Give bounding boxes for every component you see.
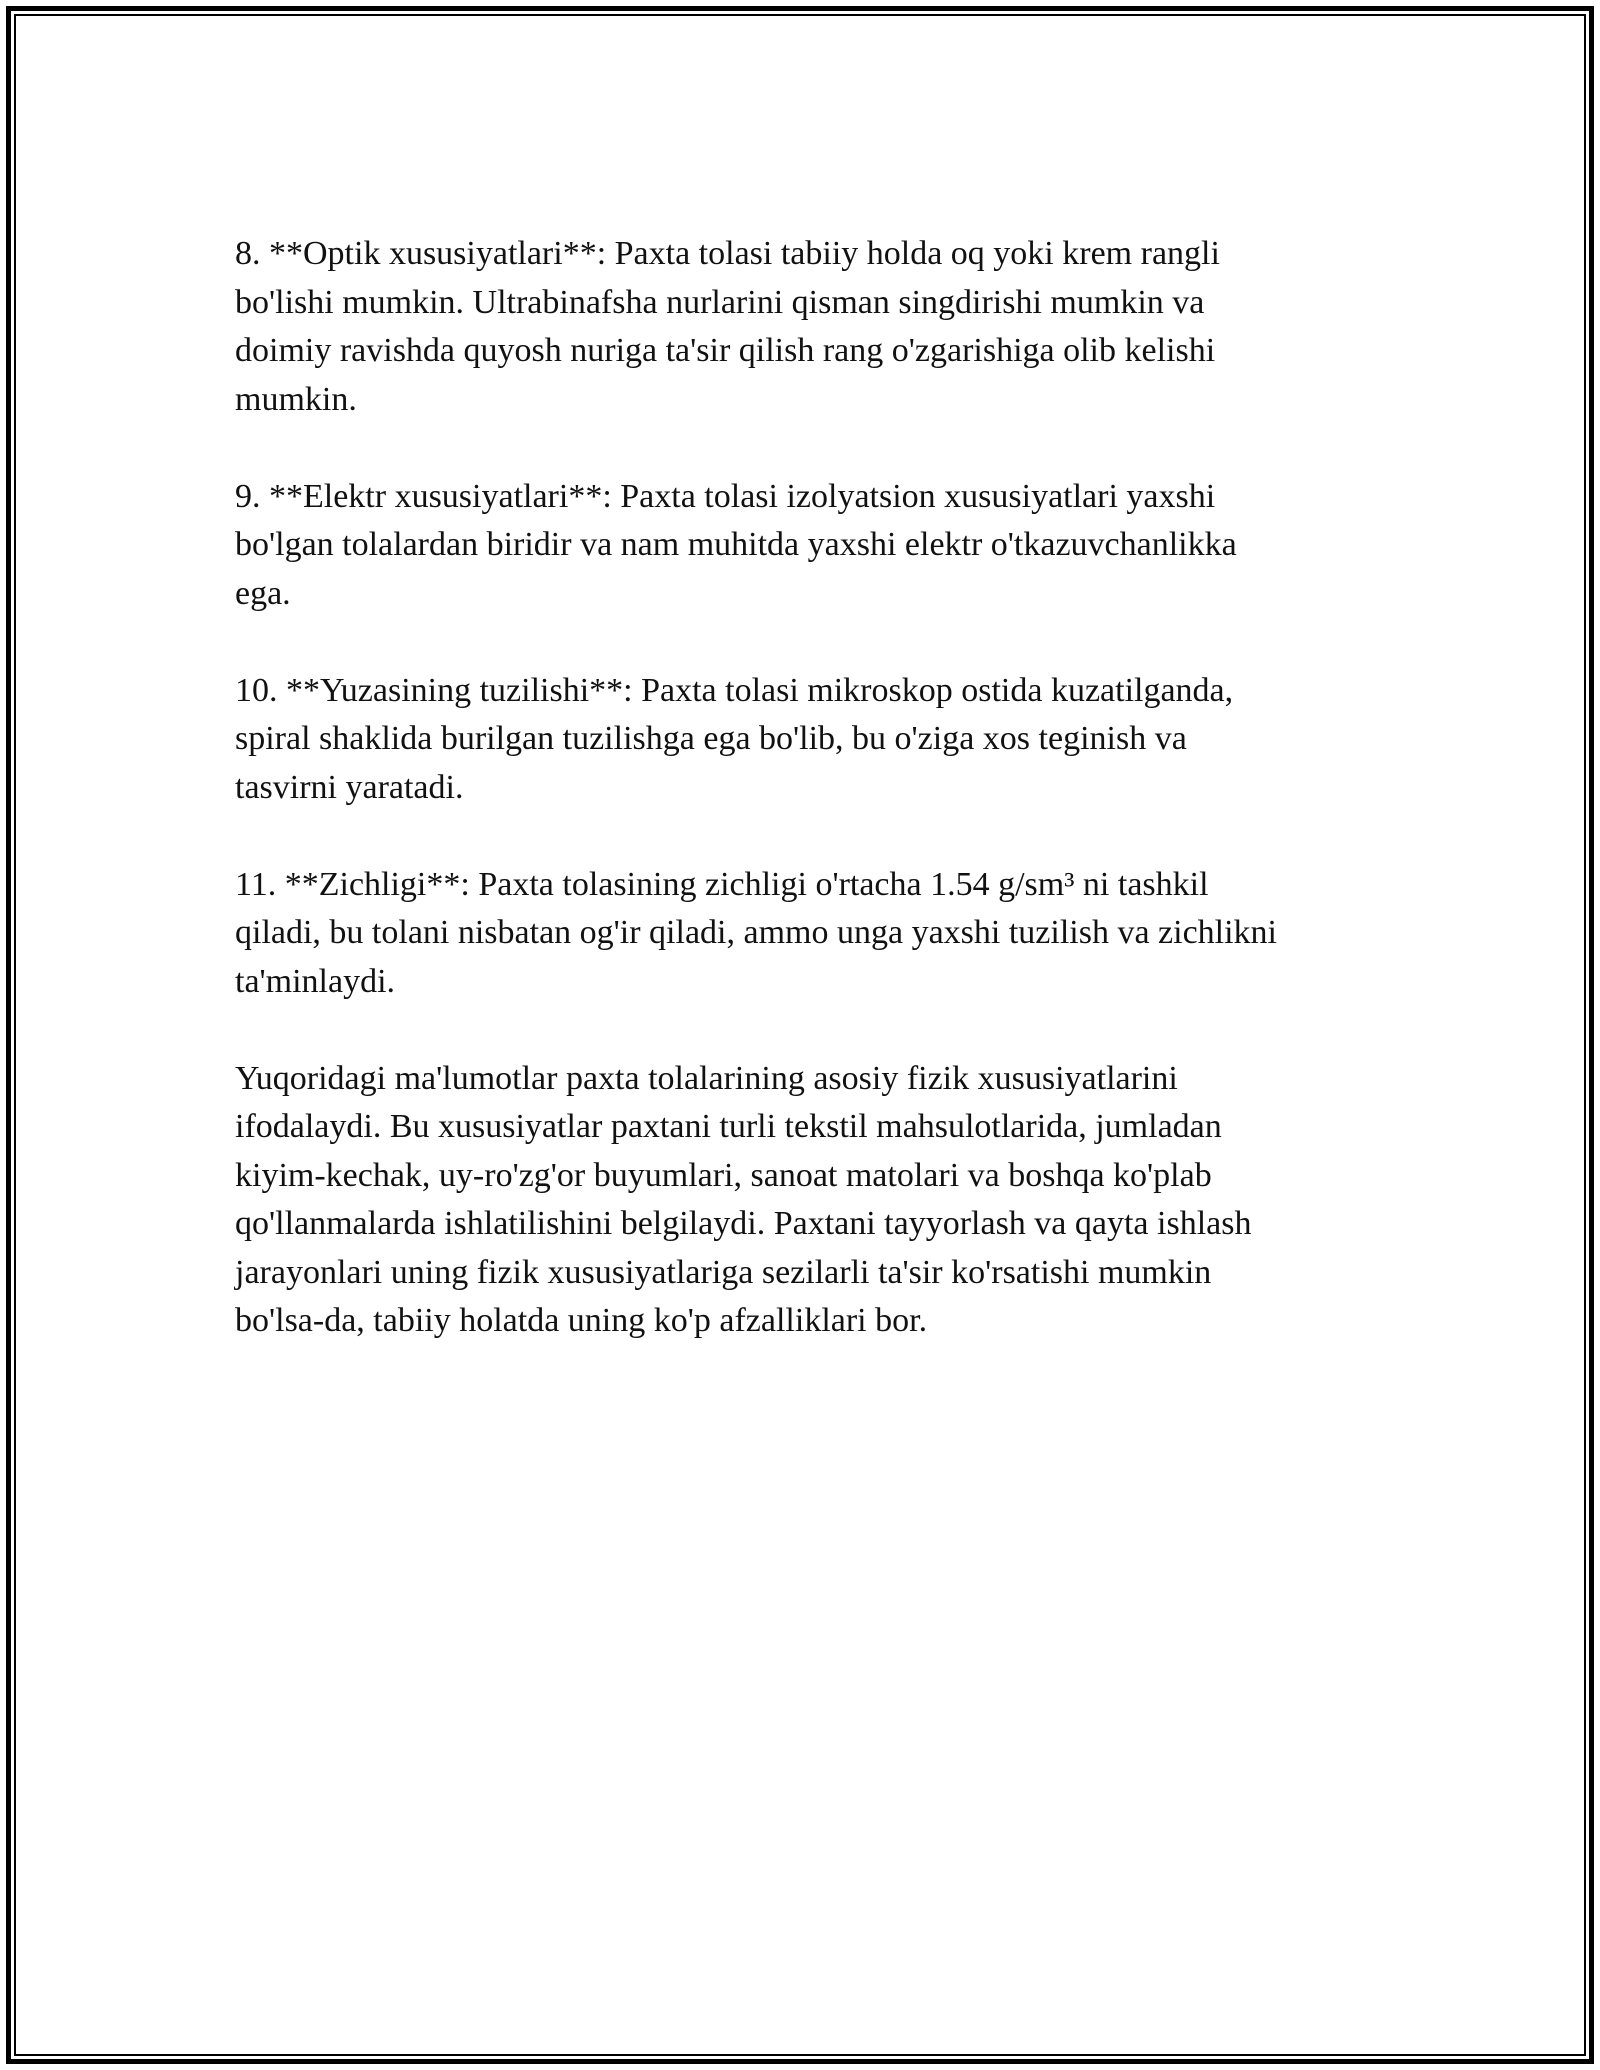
paragraph-conclusion: Yuqoridagi ma'lumotlar paxta tolalarining asosiy fizik xususiyatlarini ifodalaydi. Bu xususiyatlar paxtani turli tekstil mahsulotlarida, jumladan kiyim-kechak, uy-ro'zg'or buyumlari, sanoat matolari va boshqa ko'plab qo'llanmalarda ishlatilishini belgilaydi. Paxtani tayyorlash va qayta ishlash jarayonlari uning fizik xususiyatlariga sezilarli ta'sir ko'rsatishi mumkin bo'lsa-da, tabiiy holatda uning ko'p afzalliklari bor. — [235, 1059, 1252, 1339]
paragraph-density: 11. **Zichligi**: Paxta tolasining zichligi o'rtacha 1.54 g/sm³ ni tashkil qiladi, bu tolani nisbatan og'ir qiladi, ammo unga yaxshi tuzilish va zichlikni ta'minlaydi. — [235, 865, 1277, 1000]
document-body — [235, 230, 1365, 1394]
paragraph-optical-properties: 8. **Optik xususiyatlari**: Paxta tolasi tabiiy holda oq yoki krem rangli bo'lishi mumkin. Ultrabinafsha nurlarini qisman singdirishi mumkin va doimiy ravishda quyosh nuriga ta'sir qilish rang o'zgarishiga olib kelishi mumkin. — [235, 235, 1220, 418]
paragraph-electrical-properties: 9. **Elektr xususiyatlari**: Paxta tolasi izolyatsion xususiyatlari yaxshi bo'lgan tolalardan biridir va nam muhitda yaxshi elektr o'tkazuvchanlikka ega. — [235, 477, 1237, 612]
paragraph-surface-structure: 10. **Yuzasining tuzilishi**: Paxta tolasi mikroskop ostida kuzatilganda, spiral shaklida burilgan tuzilishga ega bo'lib, bu o'ziga xos teginish va tasvirni yaratadi. — [235, 671, 1234, 806]
